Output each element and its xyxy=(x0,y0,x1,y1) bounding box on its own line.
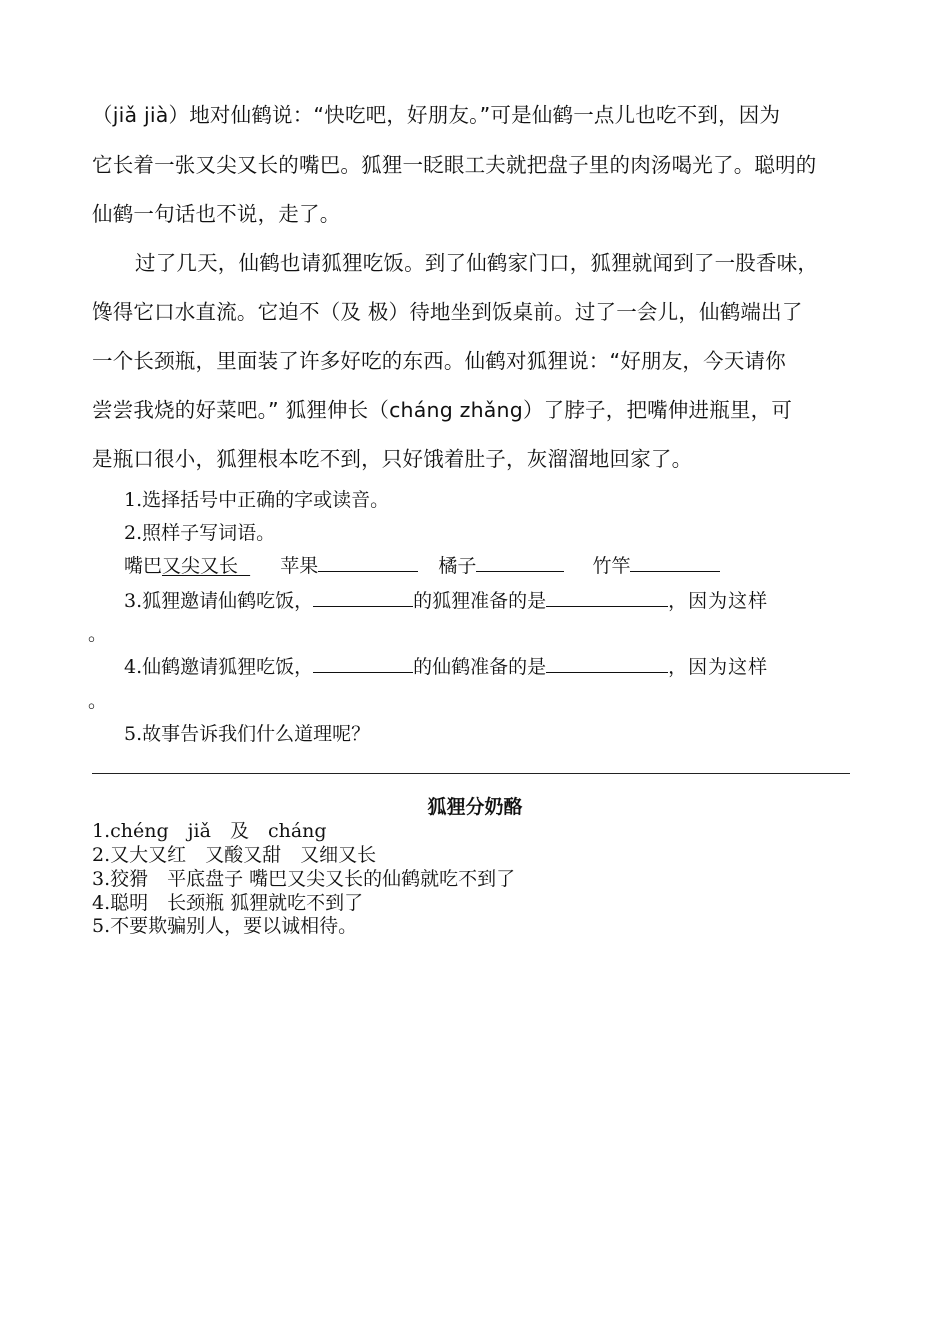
word-bamboo: 竹竿 xyxy=(592,555,631,577)
answer-line: 1.chéng jiǎ 及 cháng xyxy=(92,820,327,842)
example-row xyxy=(124,553,720,579)
example-answer: 又尖又长 xyxy=(162,555,239,577)
story-line: 尝尝我烧的好菜吧。” 狐狸伸长（cháng zhǎng）了脖子，把嘴伸进瓶里，可 xyxy=(92,398,793,422)
question-1: 1.选择括号中正确的字或读音。 xyxy=(124,489,390,511)
question-3: 3.狐狸邀请仙鹤吃饭， 的狐狸准备的是 ，因为这样 xyxy=(124,590,769,612)
answers-title: 狐狸分奶酪 xyxy=(427,796,523,818)
word-apple: 苹果 xyxy=(280,555,319,577)
question-5: 5.故事告诉我们什么道理呢？ xyxy=(124,723,371,745)
story-line: 是瓶口很小，狐狸根本吃不到，只好饿着肚子，灰溜溜地回家了。 xyxy=(92,447,693,471)
story-line: 过了几天，仙鹤也请狐狸吃饭。到了仙鹤家门口，狐狸就闻到了一股香味， xyxy=(135,251,819,275)
question-4-end: 。 xyxy=(88,690,108,712)
story-line: 一个长颈瓶，里面装了许多好吃的东西。仙鹤对狐狸说：“好朋友，今天请你 xyxy=(92,349,786,373)
answer-blank[interactable] xyxy=(313,588,413,607)
answer-blank[interactable] xyxy=(318,553,418,572)
example-word: 嘴巴 xyxy=(124,555,163,577)
question-4: 4.仙鹤邀请狐狸吃饭， 的仙鹤准备的是 ，因为这样 xyxy=(124,656,769,678)
answer-line: 4.聪明 长颈瓶 狐狸就吃不到了 xyxy=(92,892,364,914)
question-2: 2.照样子写词语。 xyxy=(124,522,276,544)
answer-line: 2.又大又红 又酸又甜 又细又长 xyxy=(92,844,377,866)
divider-line xyxy=(92,773,850,774)
answer-blank[interactable] xyxy=(630,553,720,572)
answer-blank[interactable] xyxy=(313,654,413,673)
answer-line: 3.狡猾 平底盘子 嘴巴又尖又长的仙鹤就吃不到了 xyxy=(92,868,516,890)
story-line: 馋得它口水直流。它迫不（及 极）待地坐到饭桌前。过了一会儿，仙鹤端出了 xyxy=(92,300,803,324)
story-line: （jiǎ jià）地对仙鹤说：“快吃吧，好朋友。”可是仙鹤一点儿也吃不到，因为 xyxy=(92,103,781,127)
story-line: 它长着一张又尖又长的嘴巴。狐狸一眨眼工夫就把盘子里的肉汤喝光了。聪明的 xyxy=(92,153,817,177)
question-3-end: 。 xyxy=(88,623,108,645)
answer-blank[interactable] xyxy=(546,654,668,673)
word-orange: 橘子 xyxy=(438,555,477,577)
answer-blank[interactable] xyxy=(546,588,668,607)
answer-line: 5.不要欺骗别人，要以诚相待。 xyxy=(92,915,358,937)
story-line: 仙鹤一句话也不说，走了。 xyxy=(92,202,341,226)
answer-blank[interactable] xyxy=(476,553,564,572)
